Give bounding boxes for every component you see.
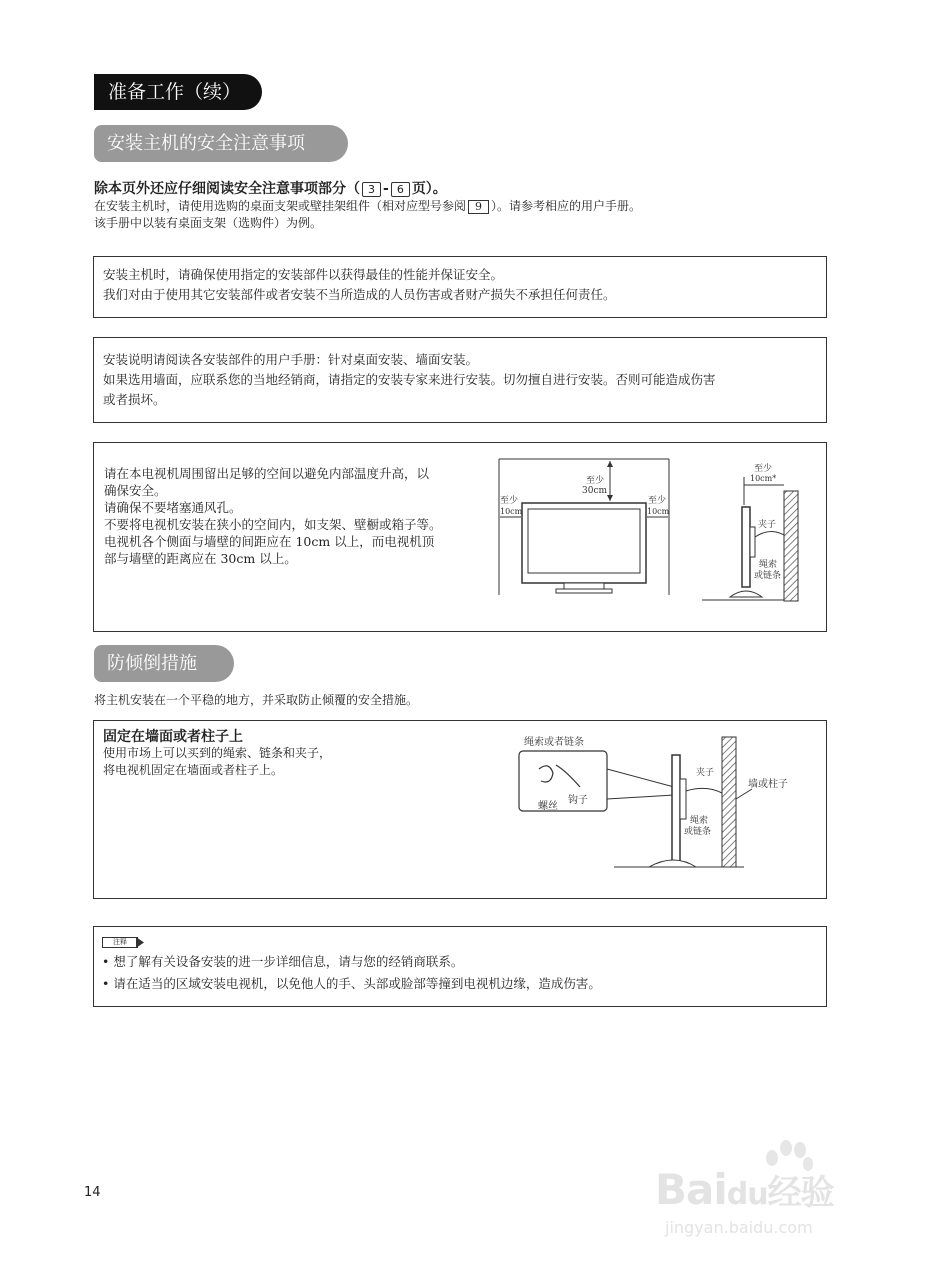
install-intro — [94, 198, 834, 232]
wall-fix-line1: 使用市场上可以买到的绳索、链条和夹子， — [103, 746, 332, 760]
wall-leader — [736, 789, 752, 799]
note-item: • 想了解有关设备安装的进一步详细信息，请与您的经销商联系。 — [102, 954, 464, 969]
top-arrow-head-up — [607, 461, 613, 467]
notice-instructions-line1: 安装说明请阅读各安装部件的用户手册：针对桌面安装、墙面安装。 — [103, 352, 479, 367]
notes-tag: 注释 — [102, 937, 138, 948]
rope-label-1: 绳索 — [690, 816, 709, 826]
wall-column — [722, 737, 736, 867]
paw-icon — [760, 1138, 816, 1178]
tv-side-outline — [672, 755, 680, 865]
callout-line-top — [607, 769, 674, 787]
right-label-2: 10cm — [647, 507, 670, 516]
wall-fix-title: 固定在墙面或者柱子上 — [103, 729, 243, 745]
left-label-2: 10cm — [500, 507, 523, 516]
page-title: 准备工作（续） — [94, 74, 262, 110]
tv-screen — [528, 509, 640, 573]
safety-reference-line — [94, 178, 447, 198]
notice-parts-line2: 我们对由于使用其它安装部件或者安装不当所造成的人员伤害或者财产损失不承担任何责任。 — [103, 287, 616, 302]
notice-instructions-line3: 或者损坏。 — [103, 392, 166, 407]
side-rope — [755, 531, 784, 537]
vent-line: 确保安全。 — [104, 483, 167, 498]
front-clearance-diagram — [494, 457, 674, 599]
tv-stand — [649, 860, 696, 867]
watermark-url: jingyan.baidu.com — [665, 1218, 813, 1237]
page-ref-model[interactable]: 9 — [468, 200, 489, 214]
tv-stand-neck — [564, 583, 604, 589]
top-label-2: 30cm — [582, 486, 608, 496]
install-intro-line2: 该手册中以装有桌面支架（选购件）为例。 — [94, 216, 323, 230]
section-title-anti-tip: 防倾倒措施 — [94, 645, 234, 682]
side-label-1: 至少 — [754, 464, 773, 474]
notice-box-parts — [93, 256, 827, 318]
tv-stand-base — [556, 589, 612, 593]
page-ref-from[interactable]: 3 — [362, 182, 381, 197]
vent-line: 请确保不要堵塞通风孔。 — [104, 500, 242, 515]
side-clearance-diagram — [700, 457, 820, 603]
notes-tag-arrow-icon — [136, 937, 144, 948]
rope-label-1: 绳索 — [759, 560, 778, 570]
notice-box-ventilation — [93, 442, 827, 632]
rope-label-2: 或链条 — [754, 571, 782, 581]
side-wall — [784, 491, 798, 601]
vent-line: 请在本电视机周围留出足够的空间以避免内部温度升高，以 — [104, 466, 430, 481]
clip-label: 夹子 — [696, 768, 715, 778]
clip-label: 夹子 — [758, 520, 777, 530]
page-number: 14 — [84, 1185, 101, 1200]
rope-line — [686, 788, 722, 793]
detail-callout — [519, 751, 607, 811]
tv-side-back — [750, 527, 755, 557]
bold-suffix: 页）。 — [411, 181, 447, 197]
notice-instructions-line2: 如果选用墙面，应联系您的当地经销商，请指定的安装专家来进行安装。切勿擅自进行安装。否则可能造成伤害 — [103, 372, 716, 387]
notice-box-wall-fix — [93, 720, 827, 899]
vent-line: 电视机各个侧面与墙壁的间距应在 10cm 以上，而电视机顶 — [104, 534, 435, 549]
vent-line: 部与墙壁的距离应在 30cm 以上。 — [104, 551, 297, 566]
callout-line-bottom — [607, 795, 674, 799]
top-label-1: 至少 — [586, 476, 605, 486]
tv-side-back — [680, 779, 686, 819]
wall-fix-line2: 将电视机固定在墙面或者柱子上。 — [103, 763, 284, 777]
tv-side-outline — [742, 507, 750, 587]
ventilation-text — [104, 465, 494, 567]
tv-side-stand — [730, 591, 762, 597]
rope-chain-label: 绳索或者链条 — [524, 737, 584, 748]
install-intro-line1: 在安装主机时，请使用选购的桌面支架或壁挂架组件（相对应型号参阅 9 ）。请参考相应的用户手册。 — [94, 199, 642, 213]
left-label-1: 至少 — [500, 496, 519, 506]
section-title-safety: 安装主机的安全注意事项 — [94, 125, 348, 162]
notice-parts-line1: 安装主机时，请确保使用指定的安装部件以获得最佳的性能并保证安全。 — [103, 267, 504, 282]
page-ref-dash: - — [383, 181, 389, 197]
notice-box-instructions — [93, 337, 827, 423]
rope-label-2: 或链条 — [684, 827, 712, 837]
page-ref-to[interactable]: 6 — [391, 182, 410, 197]
bold-prefix: 除本页外还应仔细阅读安全注意事项部分（ — [94, 181, 360, 197]
top-arrow-head-down — [607, 495, 613, 501]
side-label-2: 10cm* — [750, 474, 777, 483]
wall-label: 墙或柱子 — [748, 779, 788, 790]
wall-fix-diagram — [514, 729, 814, 895]
note-item: • 请在适当的区域安装电视机，以免他人的手、头部或脸部等撞到电视机边缘，造成伤害。 — [102, 976, 601, 991]
hook-label: 钩子 — [568, 795, 588, 806]
notes-box — [93, 926, 827, 1007]
screw-label: 螺丝 — [538, 801, 558, 812]
right-label-1: 至少 — [648, 496, 667, 506]
watermark-logo: Baidu经验 — [655, 1165, 834, 1214]
vent-line: 不要将电视机安装在狭小的空间内，如支架、壁橱或箱子等。 — [104, 517, 442, 532]
anti-tip-intro: 将主机安装在一个平稳的地方，并采取防止倾覆的安全措施。 — [94, 693, 419, 707]
